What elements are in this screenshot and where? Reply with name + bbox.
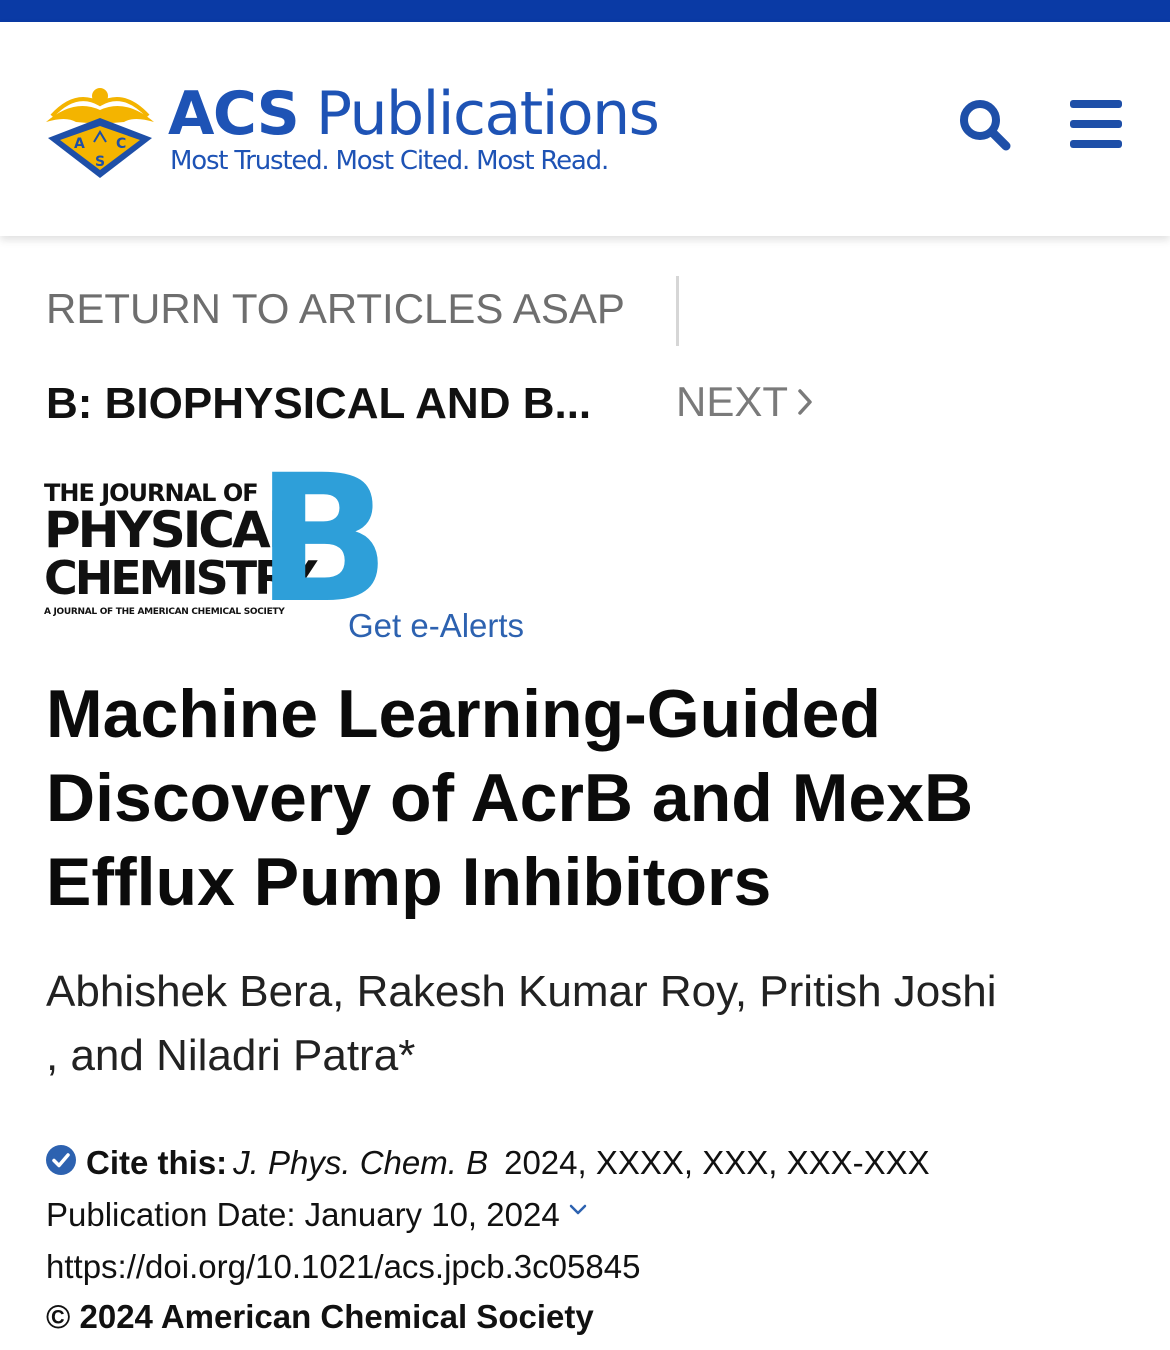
- logo-letter-a: A: [74, 136, 85, 152]
- menu-button[interactable]: [1064, 92, 1128, 156]
- author-link[interactable]: Rakesh Kumar Roy: [356, 967, 735, 1016]
- cite-this-row[interactable]: [46, 1140, 930, 1186]
- journal-logo-line4: A JOURNAL OF THE AMERICAN CHEMICAL SOCIETY: [44, 607, 285, 617]
- chevron-down-icon: [568, 1203, 588, 1217]
- journal-logo-letter-b: B: [256, 437, 385, 642]
- cite-details: 2024, XXXX, XXX, XXX-XXX: [504, 1144, 930, 1181]
- journal-logo-line2: PHYSICAL: [44, 501, 297, 559]
- publication-date: Publication Date: January 10, 2024: [46, 1196, 560, 1233]
- journal-logo[interactable]: [44, 437, 385, 642]
- next-article-link[interactable]: [676, 376, 814, 428]
- acs-eagle-logo-icon: [44, 82, 156, 182]
- check-circle-icon: [46, 1145, 76, 1175]
- logo-letter-s: S: [95, 154, 106, 170]
- corresponding-author-mark: *: [398, 1031, 416, 1080]
- return-to-articles-asap-link[interactable]: RETURN TO ARTICLES ASAP: [46, 285, 625, 332]
- brand-acs: ACS: [168, 79, 299, 149]
- publication-date-toggle[interactable]: [46, 1192, 588, 1238]
- brand-title: [168, 79, 659, 149]
- next-label: NEXT: [676, 378, 789, 425]
- brand-tagline: Most Trusted. Most Cited. Most Read.: [170, 146, 609, 176]
- journal-logo-line3: CHEMISTRY: [44, 551, 315, 605]
- logo-letter-c: C: [116, 136, 127, 152]
- search-icon: [952, 92, 1016, 156]
- site-header: [0, 22, 1170, 236]
- author-link[interactable]: Abhishek Bera: [46, 967, 333, 1016]
- author-link[interactable]: Niladri Patra: [156, 1031, 399, 1080]
- cite-this-label: Cite this:: [86, 1144, 228, 1181]
- doi-link[interactable]: https://doi.org/10.1021/acs.jpcb.3c05845: [46, 1248, 641, 1285]
- article-title: Machine Learning-Guided Discovery of AcrB and MexB Efflux Pump Inhibitors: [46, 676, 974, 920]
- author-link[interactable]: Pritish Joshi: [759, 967, 997, 1016]
- author-list: [46, 960, 1126, 1088]
- chevron-right-icon: [796, 387, 814, 417]
- author-separator: , and: [46, 1031, 157, 1080]
- copyright: © 2024 American Chemical Society: [46, 1298, 594, 1335]
- acs-publications-logo[interactable]: [44, 79, 664, 202]
- section-label: B: BIOPHYSICAL AND B...: [46, 379, 592, 428]
- author-separator: ,: [332, 967, 357, 1016]
- search-button[interactable]: [952, 92, 1016, 156]
- top-accent-bar: [0, 0, 1170, 22]
- brand-publications: Publications: [315, 79, 659, 149]
- get-e-alerts-link[interactable]: Get e-Alerts: [348, 607, 525, 644]
- hamburger-menu-icon: [1064, 92, 1128, 156]
- journal-logo-line1: THE JOURNAL OF: [44, 479, 258, 507]
- nav-divider: [676, 276, 679, 346]
- cite-journal: J. Phys. Chem. B: [233, 1144, 489, 1181]
- author-separator: ,: [734, 967, 760, 1016]
